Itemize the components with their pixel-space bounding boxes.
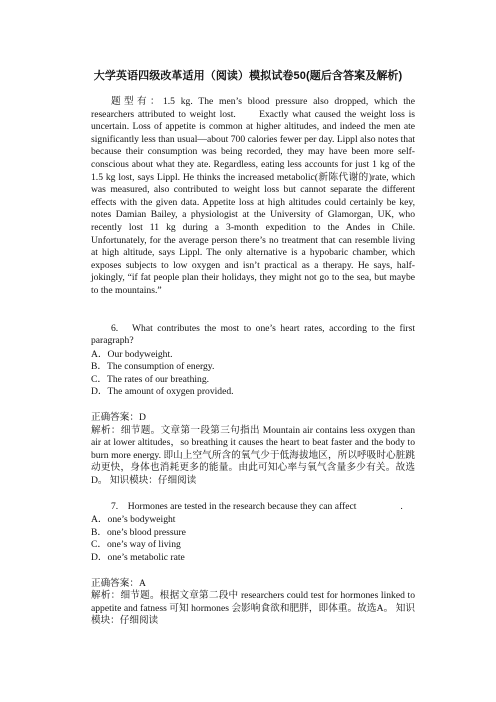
answer-section <box>91 578 415 628</box>
option-a[interactable]: A．one’s bodyweight <box>91 514 176 526</box>
option-a[interactable]: A．Our bodyweight. <box>91 348 173 360</box>
document-body <box>91 96 435 628</box>
question-6 <box>91 323 415 488</box>
option-d[interactable]: D．one’s metabolic rate <box>91 552 185 563</box>
option-b[interactable]: B．The consumption of energy. <box>91 361 215 373</box>
option-c[interactable]: C．The rates of our breathing. <box>91 373 210 385</box>
option-list <box>91 514 415 564</box>
option-d[interactable]: D．The amount of oxygen provided. <box>91 386 234 398</box>
document-title: 大学英语四级改革适用（阅读）模拟试卷50(题后含答案及解析) <box>93 70 403 82</box>
question-stem <box>91 501 415 514</box>
question-stem: 6. What contributes the most to one’s heart rates, according to the first paragraph? <box>91 322 415 347</box>
passage-paragraph: 题型有：1.5 kg. The men’s blood pressure also dropped, which the researchers attributed to weight lost. Exactly what caused the weight loss is uncertain. Loss of appetite is common at higher altitudes, and indeed the men ate significantly less than usual—about 700 calories fewer per day. Lippl also notes that because their consumption was being recorded, they may have been more self-conscious about what they ate. Regardless, eating less accounts for just 1 kg of the 1.5 kg lost, says Lippl. He thinks the increased metabolic(新陈代谢的)rate, which was measured, also contributed to weight loss but cannot separate the different effects with the given data. Appetite loss at high altitudes could certainly be key, notes Damian Bailey, a physiologist at the University of Glamorgan, UK, who recently lost 11 kg during a 3-month expedition to the Andes in Chile. Unfortunately, for the average person there’s no treatment that can resemble living at high altitude, says Lippl. The only alternative is a hypobaric chamber, which exposes subjects to low oxygen and isn’t practical as a therapy. He says, half-jokingly, “if fat people plan their holidays, they might not go to the sea, but maybe to the mountains.” <box>91 96 435 296</box>
answer-analysis: 解析：细节题。文章第一段第三句指出 Mountain air contains less oxygen than air at lower altitudes，so breathing it causes the heart to beat faster and the body to burn more energy. 即山上空气所含的氧气少于低海拔地区，所以呼吸时心脏跳动更快，身体也消耗更多的能量。由此可知心率与氧气含量多少有关。故选D。 知识模块：仔细阅读 <box>91 424 415 487</box>
correct-answer: 正确答案：A <box>91 577 146 589</box>
question-7 <box>91 501 415 628</box>
question-stem-prefix: 7. Hormones are tested in the research because they can affect <box>111 500 357 512</box>
option-list <box>91 349 415 399</box>
question-stem-suffix: . <box>400 500 403 512</box>
option-c[interactable]: C．one’s way of living <box>91 539 181 551</box>
option-b[interactable]: B．one’s blood pressure <box>91 526 186 538</box>
correct-answer: 正确答案：D <box>91 412 146 424</box>
answer-analysis: 解析：细节题。根据文章第二段中 researchers could test for hormones linked to appetite and fatness 可知 hormones 会影响食欲和肥胖，即体重。故选A。 知识模块：仔细阅读 <box>91 590 415 627</box>
answer-section <box>91 412 415 488</box>
